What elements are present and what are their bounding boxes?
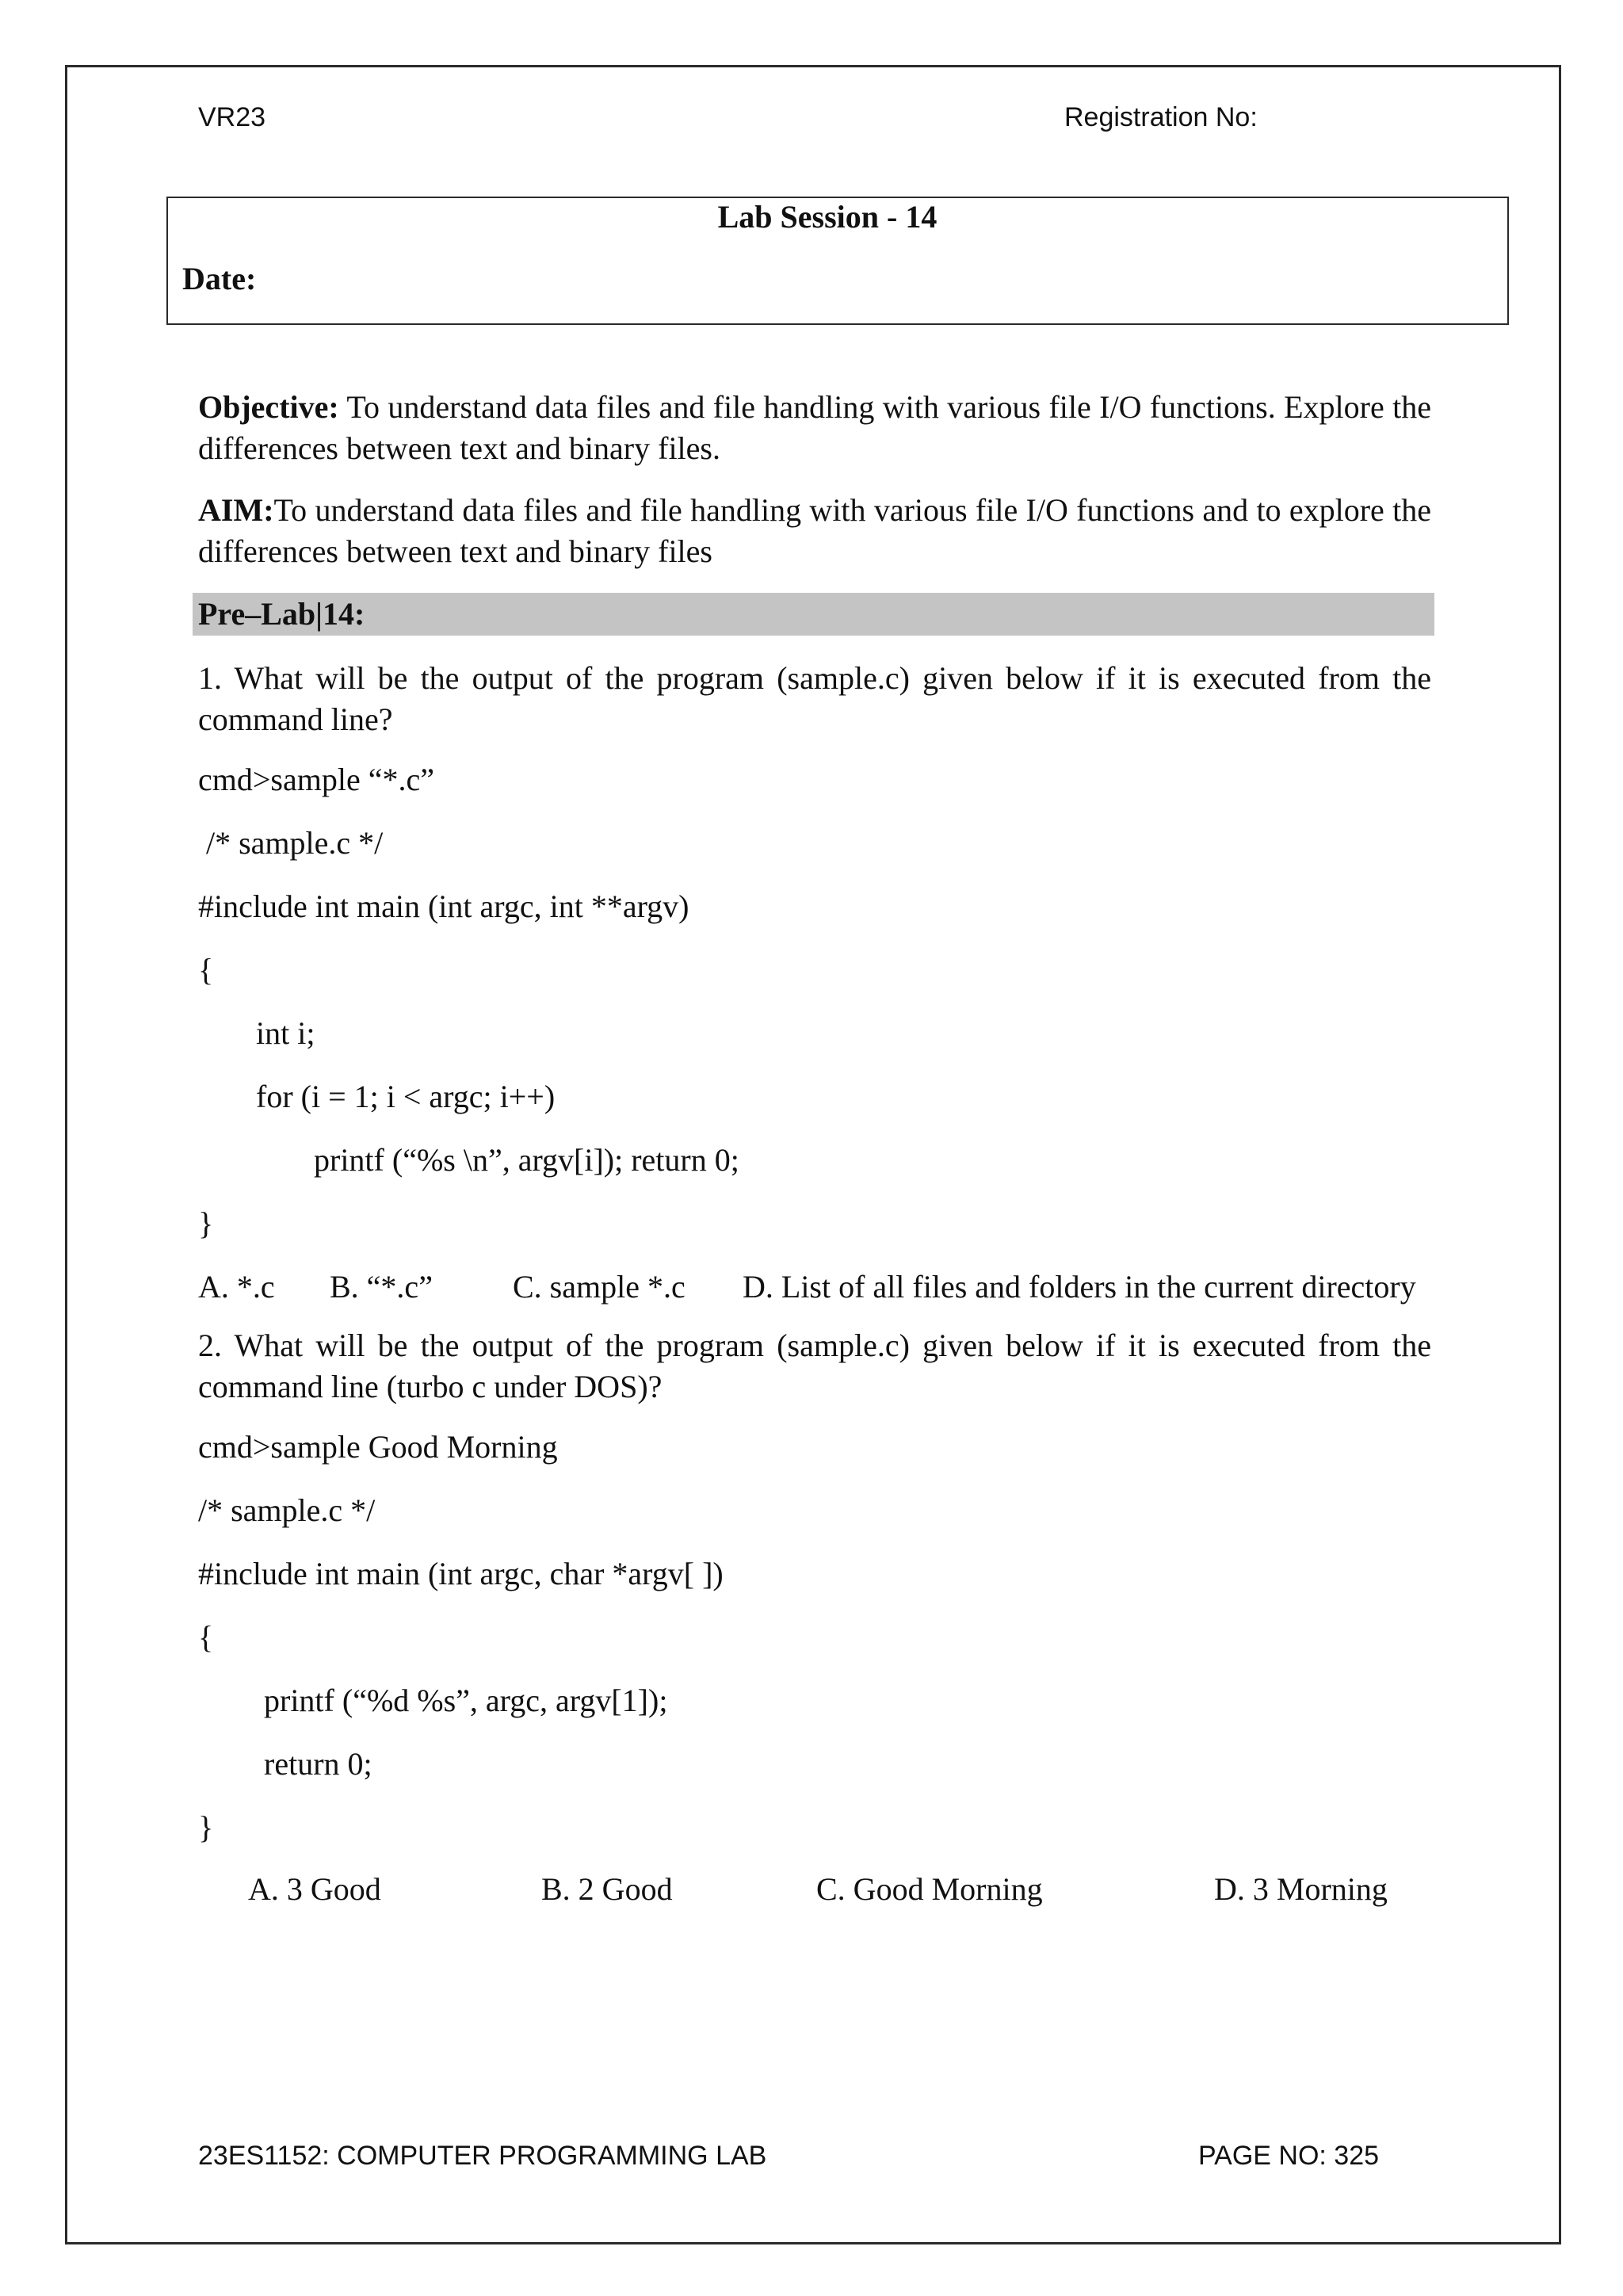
objective-label: Objective:	[198, 389, 339, 425]
q2-code-line: return 0;	[264, 1746, 372, 1782]
q1-code-line: printf (“%s \n”, argv[i]); return 0;	[314, 1142, 739, 1178]
q1-option-b: B. “*.c”	[330, 1269, 433, 1305]
q1-code-line: /* sample.c */	[198, 825, 384, 861]
q1-code-line: }	[198, 1205, 214, 1241]
q1-option-a: A. *.c	[198, 1269, 275, 1305]
session-date-label: Date:	[182, 261, 257, 296]
objective-text: To understand data files and file handling with various file I/O functions. Explore the differences between text and binary files.	[198, 389, 1431, 466]
q2-code-line: #include int main (int argc, char *argv[ ])	[198, 1556, 724, 1591]
q2-code-line: {	[198, 1619, 214, 1655]
q2-option-b: B. 2 Good	[541, 1871, 673, 1907]
q2-command: cmd>sample Good Morning	[198, 1429, 558, 1465]
header-course-code: VR23	[198, 102, 266, 132]
q1-code-line: for (i = 1; i < argc; i++)	[256, 1079, 556, 1114]
q2-code-line: /* sample.c */	[198, 1492, 376, 1528]
footer-course-title: 23ES1152: COMPUTER PROGRAMMING LAB	[198, 2141, 767, 2171]
header-registration-label: Registration No:	[1064, 102, 1258, 132]
q1-option-d: D. List of all files and folders in the current directory	[743, 1269, 1416, 1305]
q1-code-line: int i;	[256, 1015, 315, 1051]
q2-option-a: A. 3 Good	[248, 1871, 381, 1907]
prelab-heading: Pre–Lab|14:	[198, 596, 365, 632]
q1-command: cmd>sample “*.c”	[198, 762, 434, 797]
aim-paragraph	[198, 490, 1431, 572]
aim-text: To understand data files and file handling with various file I/O functions and to explore the differences between text and binary files	[198, 492, 1431, 569]
q1-question: 1. What will be the output of the program (sample.c) given below if it is executed from the command line?	[198, 660, 1431, 737]
q1-option-c: C. sample *.c	[513, 1269, 685, 1305]
q2-option-d: D. 3 Morning	[1214, 1871, 1388, 1907]
footer-page-number: PAGE NO: 325	[1198, 2141, 1380, 2171]
session-title: Lab Session - 14	[717, 199, 938, 235]
q2-code-line: }	[198, 1809, 214, 1845]
q2-code-line: printf (“%d %s”, argc, argv[1]);	[264, 1683, 668, 1718]
aim-label: AIM:	[198, 492, 274, 528]
objective-paragraph	[198, 387, 1431, 469]
q2-option-c: C. Good Morning	[816, 1871, 1043, 1907]
q1-code-line: {	[198, 952, 214, 988]
prelab-heading-bar	[193, 593, 1434, 636]
q1-code-line: #include int main (int argc, int **argv)	[198, 888, 689, 924]
q2-question: 2. What will be the output of the program (sample.c) given below if it is executed from the command line (turbo c under DOS)?	[198, 1328, 1431, 1404]
